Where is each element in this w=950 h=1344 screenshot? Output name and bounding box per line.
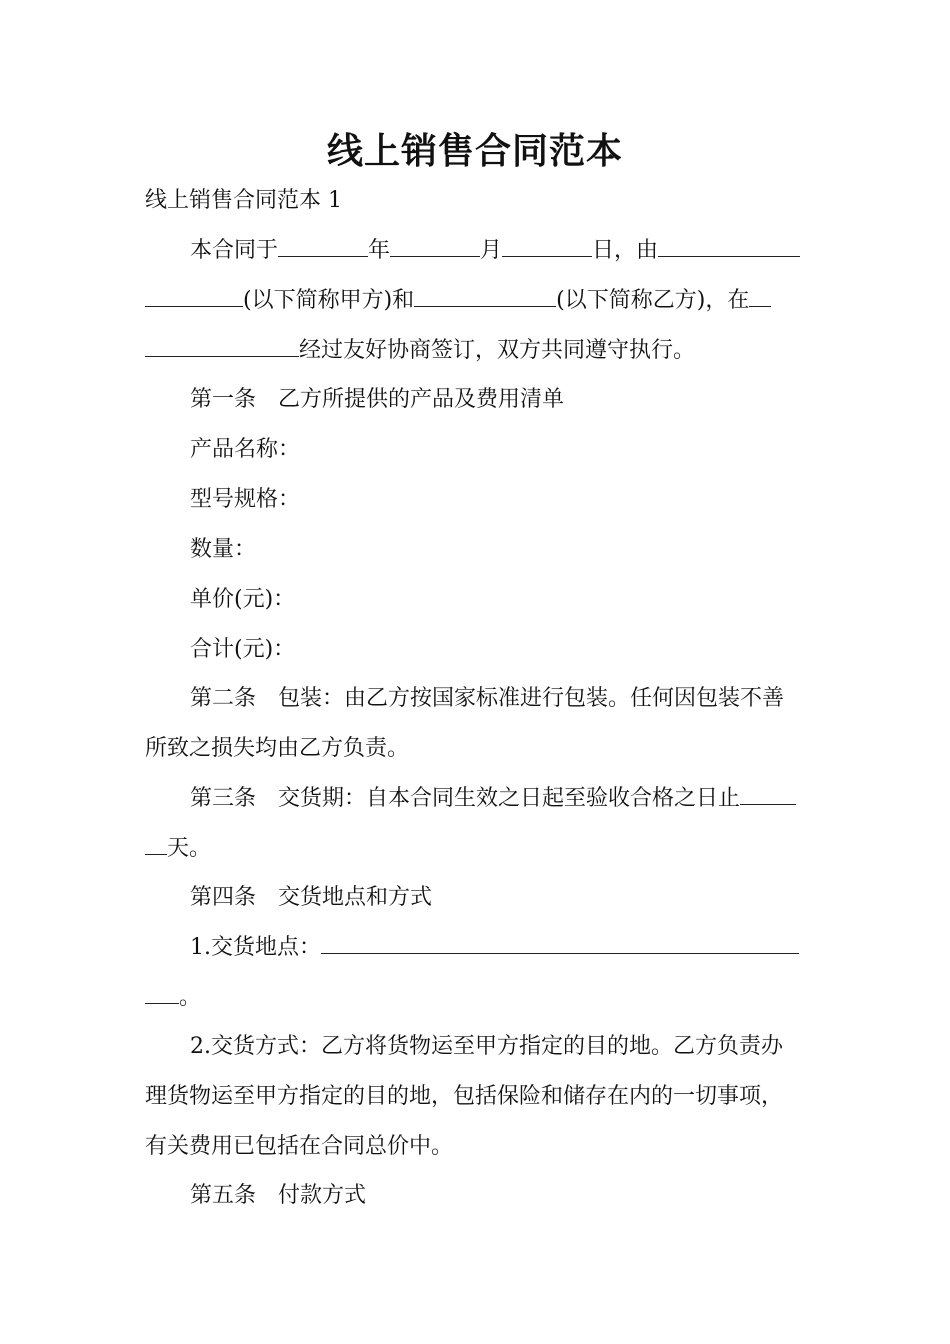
- article-3-line-1: [190, 784, 807, 814]
- article-3-label: 第三条: [190, 786, 257, 811]
- intro-text: 本合同于: [190, 238, 279, 263]
- article-4-heading: [190, 883, 807, 913]
- article-4-label: 第四条: [190, 885, 257, 910]
- article-4-text: 交货地点和方式: [278, 885, 433, 910]
- delivery-location-end: 。: [179, 985, 202, 1010]
- field-model-spec: 型号规格：: [190, 487, 301, 512]
- field-total: 合计(元)：: [190, 637, 296, 662]
- days-blank-end[interactable]: [145, 834, 167, 855]
- month-blank[interactable]: [390, 236, 480, 257]
- document-subtitle: 线上销售合同范本 1: [145, 188, 342, 213]
- intro-line-3: [145, 336, 807, 366]
- article-3-text-1: 交货期：自本合同生效之日起至验收合格之日止: [278, 786, 741, 811]
- article-2-text-1: 包装：由乙方按国家标准进行包装。任何因包装不善: [278, 686, 785, 711]
- field-unit-price: 单价(元)：: [190, 587, 296, 612]
- days-blank-start[interactable]: [740, 784, 796, 805]
- party-b-blank[interactable]: [414, 286, 556, 307]
- intro-ending: 经过友好协商签订，双方共同遵守执行。: [299, 338, 696, 363]
- article-3-text-2: 天。: [167, 836, 212, 861]
- party-a-blank-end[interactable]: [145, 286, 243, 307]
- delivery-location-label: 1.交货地点：: [190, 935, 321, 960]
- article-1-heading: [190, 385, 807, 415]
- delivery-method-line-1: 2.交货方式：乙方将货物运至甲方指定的目的地。乙方负责办: [190, 1034, 783, 1059]
- place-blank-start[interactable]: [749, 286, 771, 307]
- article-5-label: 第五条: [190, 1183, 257, 1208]
- article-1-text: 乙方所提供的产品及费用清单: [278, 387, 565, 412]
- article-1-label: 第一条: [190, 387, 257, 412]
- article-2-line-1: [190, 684, 807, 714]
- day-blank[interactable]: [502, 236, 592, 257]
- article-3-line-2: [145, 834, 807, 864]
- year-blank[interactable]: [278, 236, 368, 257]
- delivery-location-blank-start[interactable]: [321, 933, 799, 954]
- year-label: 年: [368, 238, 391, 263]
- delivery-method-line-2: 理货物运至甲方指定的目的地，包括保险和储存在内的一切事项，: [145, 1084, 784, 1109]
- article-2-label: 第二条: [190, 686, 257, 711]
- field-quantity: 数量：: [190, 537, 257, 562]
- article-2-line-2: 所致之损失均由乙方负责。: [145, 736, 410, 761]
- document-title: 线上销售合同范本: [326, 131, 623, 172]
- party-a-blank-start[interactable]: [658, 236, 800, 257]
- field-product-name: 产品名称：: [190, 437, 301, 462]
- intro-line-2: [145, 286, 807, 316]
- party-a-label: (以下简称甲方)和: [243, 288, 415, 313]
- delivery-location-line: [190, 933, 807, 963]
- place-blank-end[interactable]: [145, 336, 299, 357]
- intro-line-1: [190, 236, 807, 266]
- article-5-text: 付款方式: [278, 1183, 367, 1208]
- delivery-location-blank-end[interactable]: [145, 983, 179, 1004]
- party-b-label: (以下简称乙方)，在: [556, 288, 750, 313]
- day-label: 日，由: [592, 238, 659, 263]
- article-5-heading: [190, 1181, 807, 1211]
- delivery-location-line-2: [145, 983, 807, 1013]
- month-label: 月: [480, 238, 503, 263]
- delivery-method-line-3: 有关费用已包括在合同总价中。: [145, 1134, 454, 1159]
